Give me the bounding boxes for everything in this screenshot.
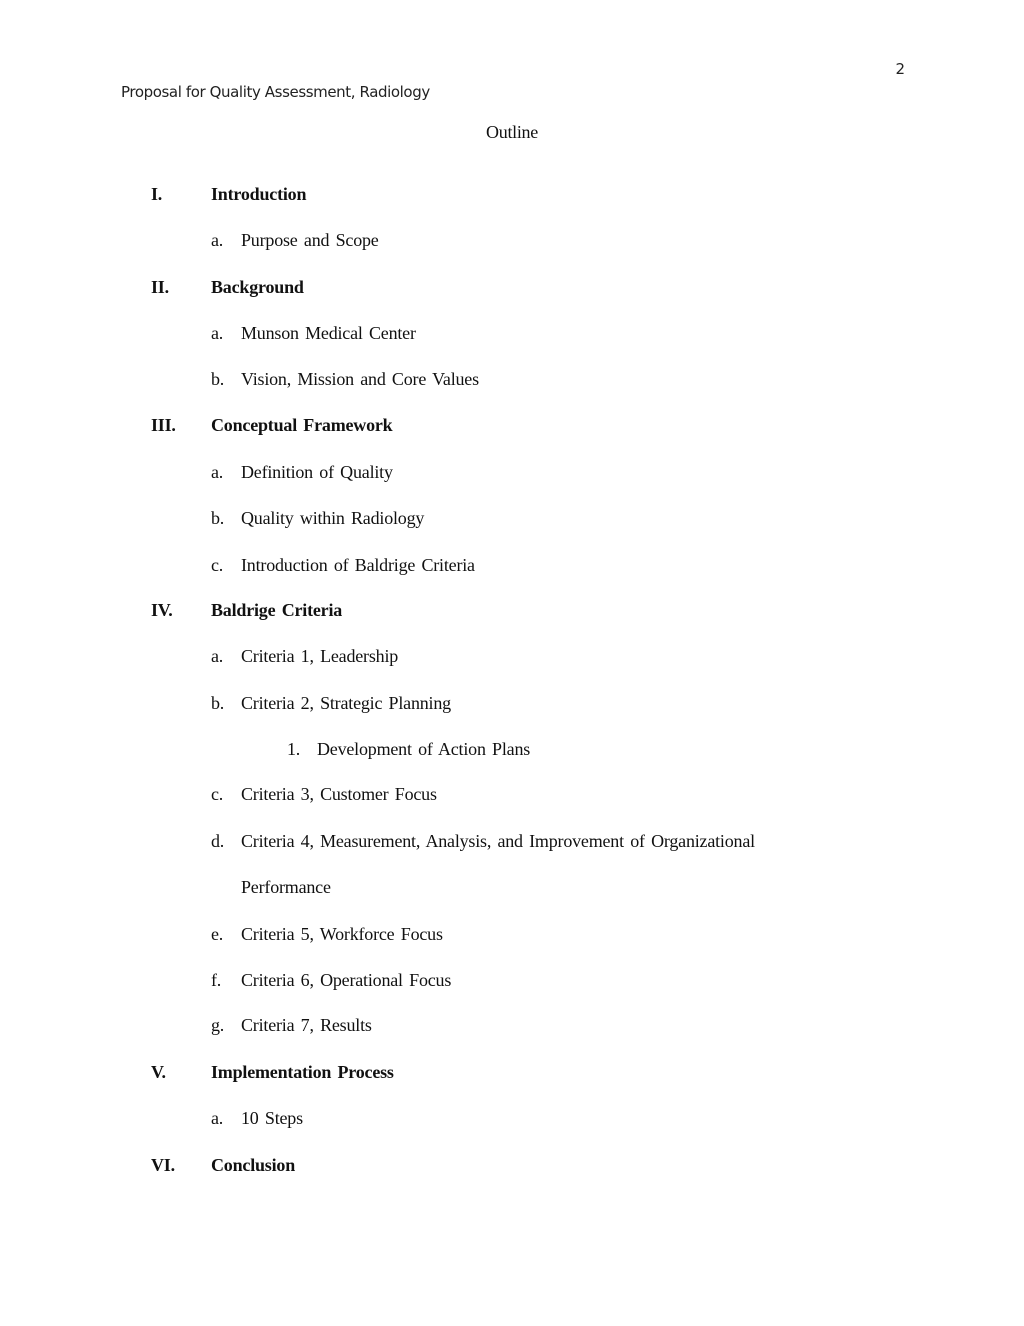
- section-numeral: I.: [151, 184, 163, 204]
- item-text: Criteria 1, Leadership: [241, 646, 399, 666]
- section-numeral: IV.: [151, 600, 173, 620]
- item-letter: f.: [211, 970, 222, 990]
- item-text: Quality within Radiology: [241, 508, 425, 528]
- item-letter: c.: [211, 555, 224, 575]
- section-title: Conceptual Framework: [211, 415, 393, 435]
- item-text: Criteria 3, Customer Focus: [241, 784, 437, 804]
- item-text: Purpose and Scope: [241, 230, 379, 250]
- item-letter: a.: [211, 462, 224, 482]
- item-text: Criteria 7, Results: [241, 1015, 372, 1035]
- section-title: Conclusion: [211, 1155, 296, 1175]
- item-letter: a.: [211, 646, 224, 666]
- item-text: Definition of Quality: [241, 462, 393, 482]
- item-text: Criteria 6, Operational Focus: [241, 970, 452, 990]
- item-text: Vision, Mission and Core Values: [241, 369, 479, 389]
- item-text: Criteria 2, Strategic Planning: [241, 693, 451, 713]
- item-letter: b.: [211, 508, 225, 528]
- item-text: Introduction of Baldrige Criteria: [241, 555, 475, 575]
- section-numeral: VI.: [151, 1155, 175, 1175]
- item-text: Criteria 4, Measurement, Analysis, and Improvement of Organizational: [241, 831, 755, 851]
- item-letter: d.: [211, 831, 225, 851]
- section-numeral: V.: [151, 1062, 166, 1082]
- item-letter: a.: [211, 323, 224, 343]
- item-letter: b.: [211, 369, 225, 389]
- item-letter: b.: [211, 693, 225, 713]
- subitem-number: 1.: [287, 739, 301, 759]
- section-numeral: III.: [151, 415, 176, 435]
- item-text: Criteria 5, Workforce Focus: [241, 924, 443, 944]
- item-letter: a.: [211, 1108, 224, 1128]
- item-letter: g.: [211, 1015, 225, 1035]
- section-numeral: II.: [151, 277, 169, 297]
- outline-title: Outline: [486, 122, 538, 142]
- section-title: Baldrige Criteria: [211, 600, 343, 620]
- page-number: 2: [895, 60, 905, 78]
- item-text-continuation: Performance: [241, 877, 331, 897]
- subitem-text: Development of Action Plans: [317, 739, 531, 759]
- item-letter: c.: [211, 784, 224, 804]
- item-letter: a.: [211, 230, 224, 250]
- section-title: Background: [211, 277, 304, 297]
- item-letter: e.: [211, 924, 224, 944]
- section-title: Introduction: [211, 184, 307, 204]
- section-title: Implementation Process: [211, 1062, 394, 1082]
- item-text: 10 Steps: [241, 1108, 303, 1128]
- running-head: Proposal for Quality Assessment, Radiology: [121, 83, 430, 101]
- item-text: Munson Medical Center: [241, 323, 416, 343]
